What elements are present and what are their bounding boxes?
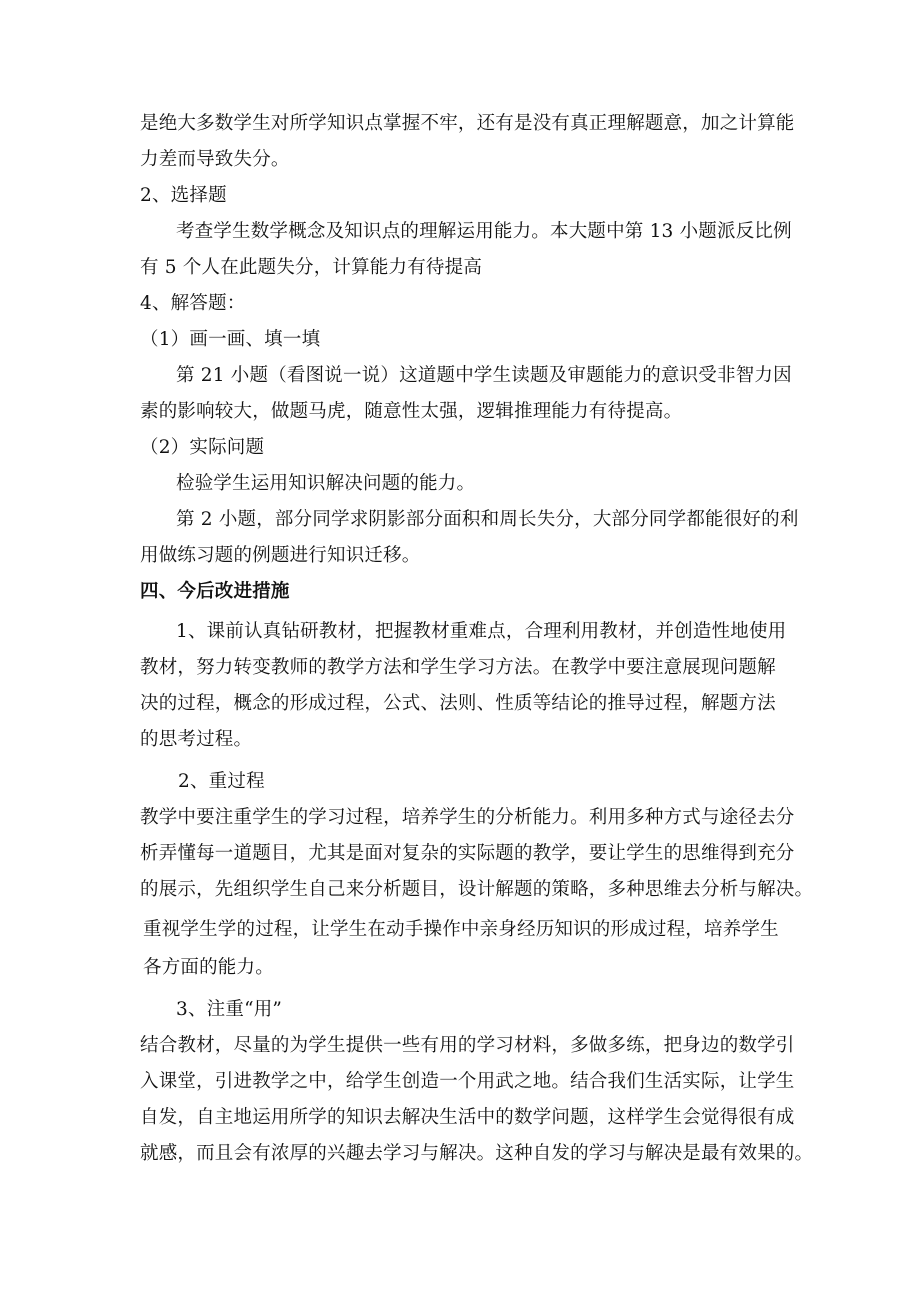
paragraph-line: 检验学生运用知识解决问题的能力。 [176, 473, 476, 494]
paragraph-line: 重视学生学的过程，让学生在动手操作中亲身经历知识的形成过程，培养学生 [143, 919, 779, 940]
subsection-heading: （2）实际问题 [140, 437, 265, 458]
paragraph-line: 决的过程，概念的形成过程，公式、法则、性质等结论的推导过程，解题方法 [140, 693, 776, 714]
section-heading: 2、选择题 [140, 185, 227, 206]
paragraph-line: 的思考过程。 [140, 729, 253, 750]
paragraph-line: 各方面的能力。 [143, 957, 274, 978]
paragraph-line: 1、课前认真钻研教材，把握教材重难点，合理利用教材，并创造性地使用 [176, 621, 787, 642]
paragraph-line: 析弄懂每一道题目，尤其是面对复杂的实际题的教学，要让学生的思维得到充分 [140, 843, 795, 864]
section-heading: 四、今后改进措施 [140, 581, 290, 602]
paragraph-line: 力差而导致失分。 [140, 149, 290, 170]
paragraph-line: 就感，而且会有浓厚的兴趣去学习与解决。这种自发的学习与解决是最有效果的。 [140, 1143, 814, 1164]
subsection-heading: （1）画一画、填一填 [140, 329, 321, 350]
section-heading: 4、解答题： [140, 293, 246, 314]
paragraph-line: 教材，努力转变教师的教学方法和学生学习方法。在教学中要注意展现问题解 [140, 657, 776, 678]
paragraph-line: 考查学生数学概念及知识点的理解运用能力。本大题中第 13 小题派反比例 [176, 221, 792, 242]
section-heading: 2、重过程 [178, 771, 265, 792]
paragraph-line: 第 21 小题（看图说一说）这道题中学生读题及审题能力的意识受非智力因 [176, 365, 792, 386]
paragraph-line: 结合教材，尽量的为学生提供一些有用的学习材料，多做多练，把身边的数学引 [140, 1035, 795, 1056]
paragraph-line: 用做练习题的例题进行知识迁移。 [140, 545, 421, 566]
paragraph-line: 第 2 小题，部分同学求阴影部分面积和周长失分，大部分同学都能很好的利 [176, 509, 799, 530]
paragraph-line: 是绝大多数学生对所学知识点掌握不牢，还有是没有真正理解题意，加之计算能 [140, 113, 795, 134]
paragraph-line: 的展示，先组织学生自己来分析题目，设计解题的策略，多种思维去分析与解决。 [140, 879, 814, 900]
paragraph-line: 自发，自主地运用所学的知识去解决生活中的数学问题，这样学生会觉得很有成 [140, 1107, 795, 1128]
paragraph-line: 教学中要注重学生的学习过程，培养学生的分析能力。利用多种方式与途径去分 [140, 807, 795, 828]
paragraph-line: 入课堂，引进教学之中，给学生创造一个用武之地。结合我们生活实际，让学生 [140, 1071, 795, 1092]
section-heading: 3、注重“用” [176, 999, 283, 1020]
paragraph-line: 素的影响较大，做题马虎，随意性太强，逻辑推理能力有待提高。 [140, 401, 683, 422]
paragraph-line: 有 5 个人在此题失分，计算能力有待提高 [140, 257, 483, 278]
